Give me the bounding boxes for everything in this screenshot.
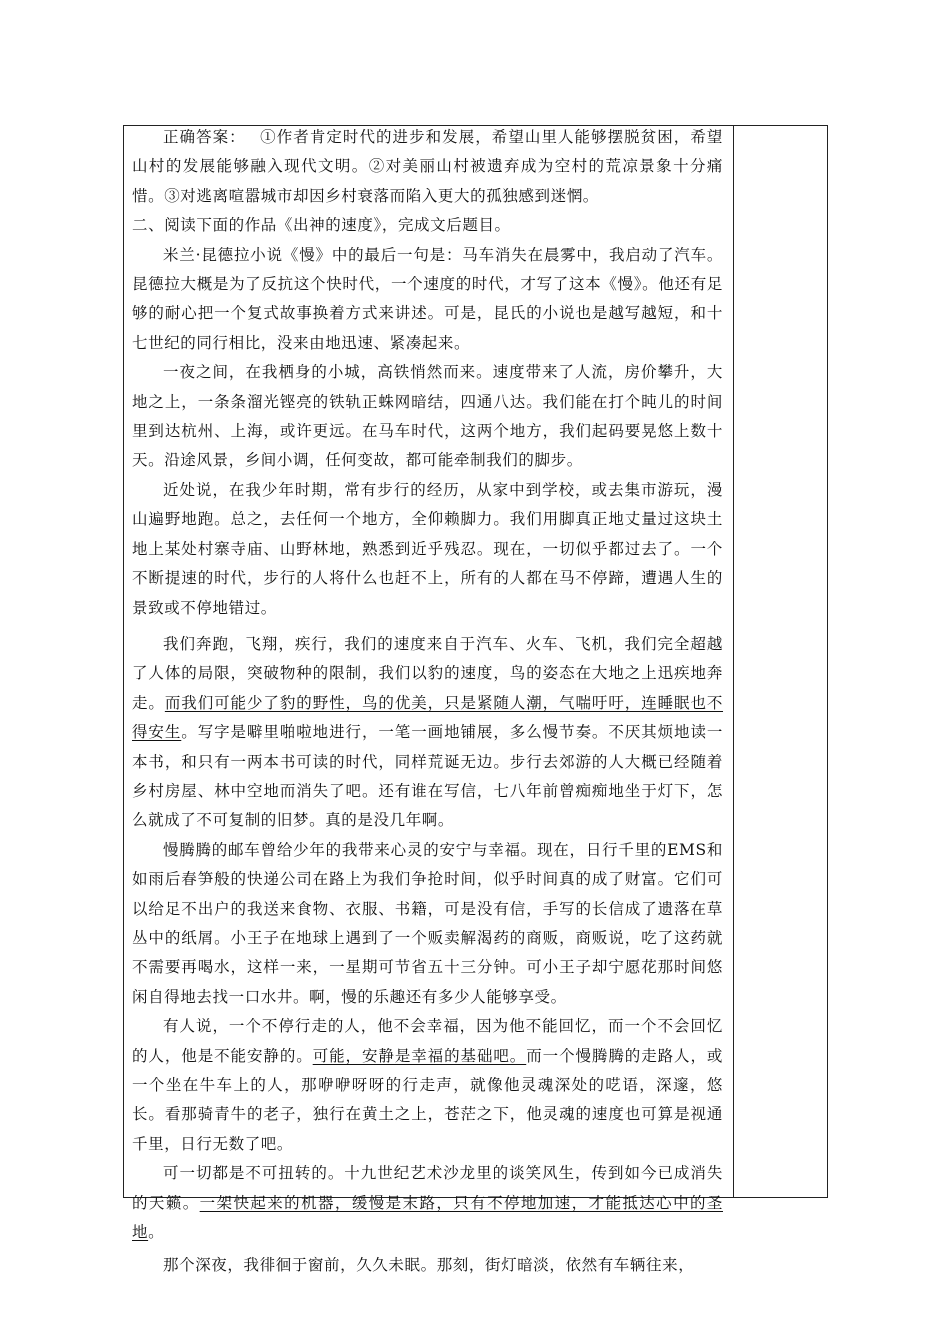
paragraph-4-text-a: 我们奔跑，飞翔，疾行，我们的速度来自于汽车、火车、飞机，我们完全超越了人体的局限，突破物种的限制，我们以豹的速度，鸟的姿态在大地之上迅疾地奔走。: [132, 634, 723, 712]
answer-text: ①作者肯定时代的进步和发展，希望山里人能够摆脱贫困，希望山村的发展能够融入现代文明。②对美丽山村被遗弃成为空村的荒凉景象十分痛惜。③对逃离喧嚣城市却因乡村衰落而陷入更大的孤独感到迷惘。: [132, 128, 723, 205]
paragraph-4-text-b: 。写字是噼里啪啦地进行，一笔一画地铺展，多么慢节奏。不厌其烦地读一本书，和只有一两本书可读的时代，同样荒诞无边。步行去郊游的人大概已经随着乡村房屋、林中空地而消失了吧。还有谁在写信，七八年前曾痴痴地坐于灯下，怎么就成了不可复制的旧梦。真的是没几年啊。: [132, 723, 723, 830]
body-paragraph-6: [132, 1012, 723, 1159]
body-paragraph-3: 近处说，在我少年时期，常有步行的经历，从家中到学校，或去集市游玩，漫山遍野地跑。总之，去任何一个地方，全仰赖脚力。我们用脚真正地丈量过这块土地上某处村寨寺庙、山野林地，熟悉到近乎残忍。现在，一切似乎都过去了。一个不断提速的时代，步行的人将什么也赶不上，所有的人都在马不停蹄，遭遇人生的景致或不停地错过。: [132, 480, 723, 617]
body-paragraph-5: 慢腾腾的邮车曾给少年的我带来心灵的安宁与幸福。现在，日行千里的EMS和如雨后春笋般的快递公司在路上为我们争抢时间，似乎时间真的成了财富。它们可以给足不出户的我送来食物、衣服、书籍，可是没有信，手写的长信成了遗落在草丛中的纸屑。小王子在地球上遇到了一个贩卖解渴药的商贩，商贩说，吃了这药就不需要再喝水，这样一来，一星期可节省五十三分钟。可小王子却宁愿花那时间悠闲自得地去找一口水井。啊，慢的乐趣还有多少人能够享受。: [132, 840, 723, 1006]
underlined-sentence-1: 而我们可能少了豹的野性，鸟的优美，只是紧随人潮，气喘吁吁，连睡眠也不得安生: [132, 693, 724, 742]
body-paragraph-7: [132, 1159, 723, 1247]
answer-label: 正确答案：: [163, 128, 246, 146]
table-frame: [123, 125, 828, 1275]
body-paragraph-2: 一夜之间，在我栖身的小城，高铁悄然而来。速度带来了人流，房价攀升，大地之上，一条条溜光铿亮的铁轨正蛛网暗结，四通八达。我们能在打个盹儿的时间里到达杭州、上海，或许更远。在马车时代，这两个地方，我们起码要晃悠上数十天。沿途风景，乡间小调，任何变故，都可能牵制我们的脚步。: [132, 363, 723, 470]
paragraph-6-text-b: 而一个慢腾腾的走路人，或一个坐在牛车上的人，那咿咿呀呀的行走声，就像他灵魂深处的呓语，深邃，悠长。看那骑青牛的老子，独行在黄土之上，苍茫之下，他灵魂的速度也可算是视通千里，日行无数了吧。: [132, 1046, 723, 1153]
answer-paragraph: [132, 123, 723, 211]
body-paragraph-4: [132, 630, 723, 836]
underlined-sentence-3: 一架快起来的机器，缓慢是末路，只有不停地加速，才能抵达心中的圣地: [132, 1193, 723, 1242]
content-cell: [124, 126, 734, 1275]
underlined-sentence-2: 可能，安静是幸福的基础吧。: [312, 1046, 527, 1065]
body-paragraph-8: 那个深夜，我徘徊于窗前，久久未眠。那刻，街灯暗淡，依然有车辆往来，: [163, 1256, 695, 1275]
side-notes-cell: [734, 126, 827, 1197]
paragraph-6-text-a: 有人说，一个不停行走的人，他不会幸福，因为他不能回忆，而一个不会回忆的人，他是不能安静的。: [132, 1017, 723, 1065]
section-heading: 二、阅读下面的作品《出神的速度》，完成文后题目。: [132, 216, 511, 235]
paragraph-7-text-a: 可一切都是不可扭转的。十九世纪艺术沙龙里的谈笑风生，传到如今已成消失的天籁。: [132, 1164, 723, 1212]
body-paragraph-1: 米兰·昆德拉小说《慢》中的最后一句是：马车消失在晨雾中，我启动了汽车。昆德拉大概是为了反抗这个快时代，一个速度的时代，才写了这本《慢》。他还有足够的耐心把一个复式故事换着方式来讲述。可是，昆氏的小说也是越写越短，和十七世纪的同行相比，没来由地迅速、紧凑起来。: [132, 245, 723, 352]
paragraph-7-text-b: 。: [148, 1223, 165, 1242]
